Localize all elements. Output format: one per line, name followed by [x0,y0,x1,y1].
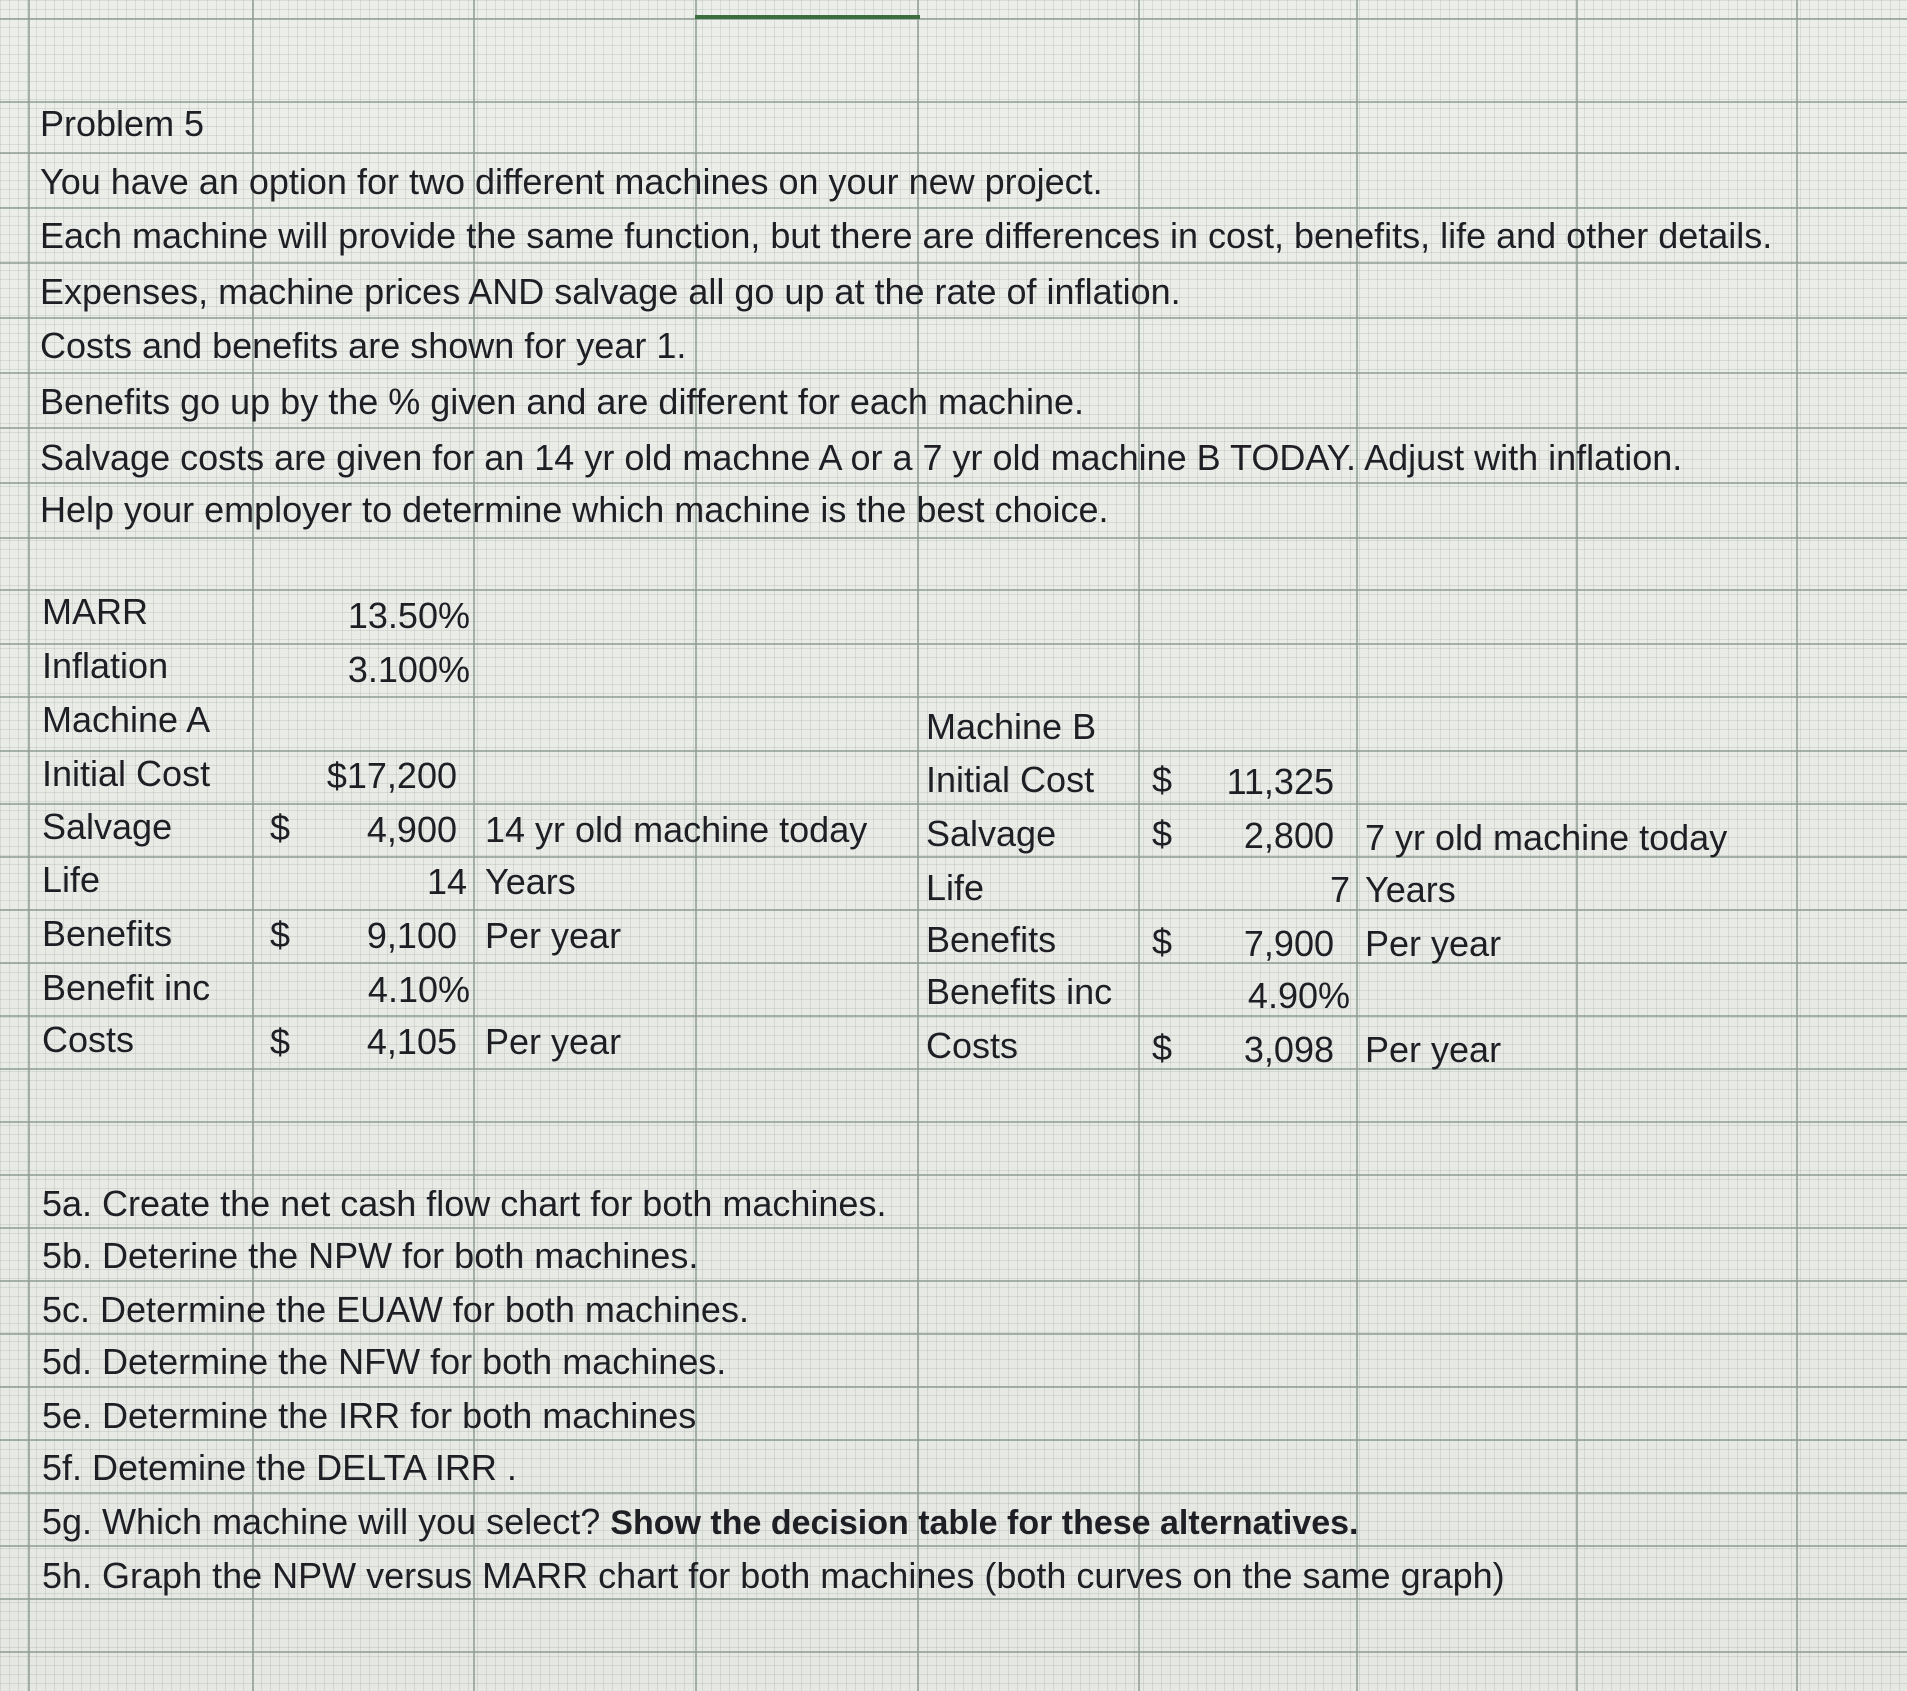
machine-a-benefits-label[interactable]: Benefits [42,913,173,954]
problem-line[interactable]: Help your employer to determine which machine is the best choice. [40,489,1109,530]
question-5h[interactable]: 5h. Graph the NPW versus MARR chart for both machines (both curves on the same graph) [42,1555,1505,1596]
question-5c[interactable]: 5c. Determine the EUAW for both machines. [42,1289,749,1330]
machine-a-costs-value[interactable]: 4,105 [366,1021,457,1062]
machine-a-initial-cost-label[interactable]: Initial Cost [42,753,211,794]
machine-b-salvage-value[interactable]: 2,800 [1243,815,1334,856]
problem-line[interactable]: Each machine will provide the same function, but there are differences in cost, benefits, life and other details. [40,215,1773,256]
question-5b[interactable]: 5b. Deterine the NPW for both machines. [42,1235,699,1276]
grid-line [0,1439,1907,1441]
machine-b-benefits-unit[interactable]: Per year [1365,923,1502,964]
grid-line [0,589,1907,591]
question-5g[interactable] [42,1500,1358,1545]
machine-b-salvage-note[interactable]: 7 yr old machine today [1365,817,1728,858]
grid-line [0,803,1907,805]
grid-line [0,207,1907,209]
grid-line [0,317,1907,319]
machine-a-title[interactable]: Machine A [42,699,211,740]
machine-b-life-unit[interactable]: Years [1365,869,1456,910]
machine-a-benefit-inc-value[interactable]: 4.10% [367,969,470,1010]
grid-line [0,262,1907,264]
machine-a-costs-currency: $ [270,1021,291,1062]
machine-b-initial-cost-currency: $ [1152,759,1173,800]
question-5d[interactable]: 5d. Determine the NFW for both machines. [42,1341,727,1382]
machine-a-costs-label[interactable]: Costs [42,1019,135,1060]
grid-line [0,1333,1907,1335]
grid-line [0,1015,1907,1017]
question-5a[interactable]: 5a. Create the net cash flow chart for both machines. [42,1183,887,1224]
machine-a-salvage-value[interactable]: 4,900 [366,809,457,850]
marr-label[interactable]: MARR [42,591,148,632]
grid-line [0,1068,1907,1070]
marr-value[interactable]: 13.50% [347,595,470,636]
grid-line [0,643,1907,645]
machine-b-costs-label[interactable]: Costs [926,1025,1019,1066]
machine-b-benefit-inc-value[interactable]: 4.90% [1247,975,1350,1016]
inflation-label[interactable]: Inflation [42,645,169,686]
inflation-value[interactable]: 3.100% [347,649,470,690]
grid-line [0,1121,1907,1123]
grid-line [0,750,1907,752]
machine-a-benefit-inc-label[interactable]: Benefit inc [42,967,211,1008]
machine-b-benefits-label[interactable]: Benefits [926,919,1057,960]
machine-a-initial-cost-value[interactable]: $17,200 [326,755,457,796]
machine-a-salvage-currency: $ [270,807,291,848]
grid-line [0,1598,1907,1600]
machine-b-initial-cost-label[interactable]: Initial Cost [926,759,1095,800]
machine-b-title[interactable]: Machine B [926,706,1097,747]
problem-line[interactable]: Costs and benefits are shown for year 1. [40,325,687,366]
grid-line [0,696,1907,698]
grid-line [28,0,30,1691]
machine-a-benefits-value[interactable]: 9,100 [366,915,457,956]
machine-b-initial-cost-value[interactable]: 11,325 [1226,761,1334,802]
machine-b-benefit-inc-label[interactable]: Benefits inc [926,971,1113,1012]
grid-line [0,482,1907,484]
grid-line [0,372,1907,374]
machine-b-salvage-label[interactable]: Salvage [926,813,1057,854]
grid-line [0,1492,1907,1494]
grid-line [0,18,1907,20]
machine-b-benefits-currency: $ [1152,921,1173,962]
grid-line [0,962,1907,964]
machine-a-life-unit[interactable]: Years [485,861,576,902]
machine-b-benefits-value[interactable]: 7,900 [1243,923,1334,964]
machine-a-costs-unit[interactable]: Per year [485,1021,622,1062]
grid-line [0,1386,1907,1388]
machine-b-life-value[interactable]: 7 [1329,869,1350,910]
grid-line [0,101,1907,103]
question-5e[interactable]: 5e. Determine the IRR for both machines [42,1395,697,1436]
grid-line [0,1227,1907,1229]
grid-line [0,1651,1907,1653]
problem-line[interactable]: You have an option for two different machines on your new project. [40,161,1103,202]
grid-line [0,1280,1907,1282]
machine-a-salvage-label[interactable]: Salvage [42,806,173,847]
grid-line [1796,0,1798,1691]
machine-b-life-label[interactable]: Life [926,867,985,908]
grid-line [0,1174,1907,1176]
machine-b-salvage-currency: $ [1152,813,1173,854]
problem-line[interactable]: Salvage costs are given for an 14 yr old machne A or a 7 yr old machine B TODAY. Adjust with inflation. [40,437,1683,478]
grid-line [0,537,1907,539]
problem-line[interactable]: Expenses, machine prices AND salvage all go up at the rate of inflation. [40,271,1181,312]
machine-b-costs-unit[interactable]: Per year [1365,1029,1502,1070]
grid-line [0,1545,1907,1547]
grid-line [0,152,1907,154]
problem-title[interactable]: Problem 5 [40,103,205,144]
selected-cell-indicator [695,15,920,19]
question-5g-text: 5g. Which machine will you select? [42,1501,601,1542]
machine-b-costs-value[interactable]: 3,098 [1243,1029,1334,1070]
machine-a-salvage-note[interactable]: 14 yr old machine today [485,809,868,850]
question-5f[interactable]: 5f. Detemine the DELTA IRR . [42,1447,517,1488]
machine-a-benefits-unit[interactable]: Per year [485,915,622,956]
machine-a-benefits-currency: $ [270,914,291,955]
problem-line[interactable]: Benefits go up by the % given and are different for each machine. [40,381,1084,422]
question-5g-bold-text: Show the decision table for these alternatives. [610,1504,1359,1542]
machine-a-life-label[interactable]: Life [42,859,101,900]
grid-line [0,427,1907,429]
machine-a-life-value[interactable]: 14 [426,861,467,902]
machine-b-costs-currency: $ [1152,1027,1173,1068]
